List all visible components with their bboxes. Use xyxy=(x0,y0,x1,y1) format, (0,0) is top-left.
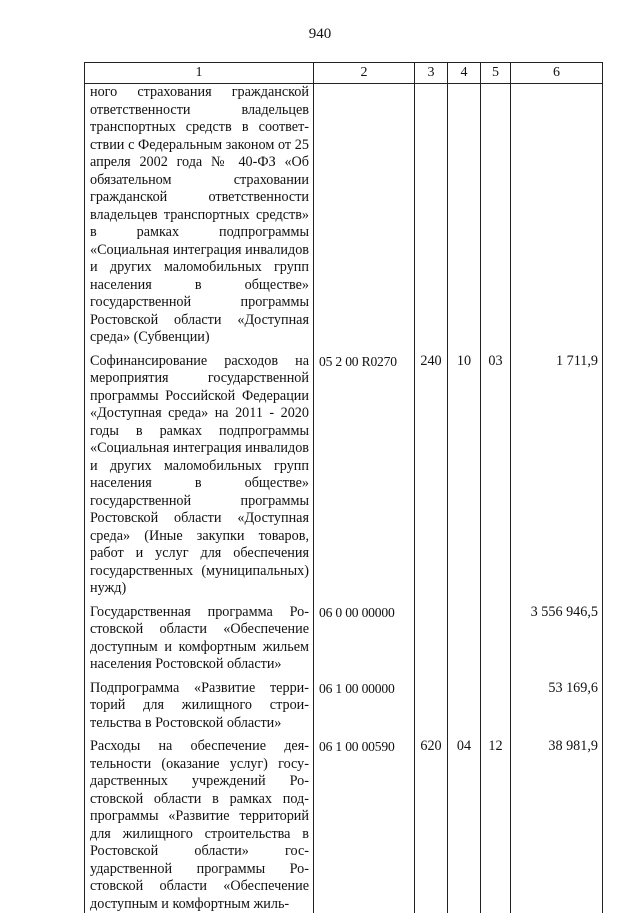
row-col-4 xyxy=(448,84,481,347)
row-col-5 xyxy=(481,604,511,674)
page-number: 940 xyxy=(308,26,332,42)
row-col-3 xyxy=(415,604,448,674)
row-code: 06 1 00 00590 xyxy=(314,738,415,913)
table-row xyxy=(85,680,603,733)
row-col-5 xyxy=(481,680,511,733)
row-description: Государственная программа Ростовской области «Обеспечение доступным и комфортным жильем населения Ростовской области» xyxy=(85,604,314,674)
header-col-2: 2 xyxy=(314,63,415,84)
header-col-5: 5 xyxy=(481,63,511,84)
header-col-4: 4 xyxy=(448,63,481,84)
row-sum xyxy=(511,84,603,347)
row-col-3: 240 xyxy=(415,353,448,598)
row-col-5: 12 xyxy=(481,738,511,913)
row-sum: 38 981,9 xyxy=(511,738,603,913)
row-description: Подпрограмма «Развитие территорий для жилищного строительства в Ростовской области» xyxy=(85,680,314,733)
row-description: Расходы на обеспечение деятельности (оказание услуг) государственных учреждений Ростовской области в рамках подпрограммы «Развитие территорий для жилищного строительства в Ростовской области» государственной программы Ростовской области «Обеспечение доступным и комфортным жиль- xyxy=(85,738,314,913)
row-col-4: 04 xyxy=(448,738,481,913)
row-col-3: 620 xyxy=(415,738,448,913)
table-row xyxy=(85,84,603,347)
row-col-5 xyxy=(481,84,511,347)
budget-table xyxy=(84,62,603,913)
table-row xyxy=(85,738,603,913)
row-code: 06 0 00 00000 xyxy=(314,604,415,674)
table-row xyxy=(85,604,603,674)
table-header-row xyxy=(85,63,603,84)
row-sum: 53 169,6 xyxy=(511,680,603,733)
row-col-4: 10 xyxy=(448,353,481,598)
row-sum: 1 711,9 xyxy=(511,353,603,598)
row-col-5: 03 xyxy=(481,353,511,598)
row-col-3 xyxy=(415,680,448,733)
table-row xyxy=(85,353,603,598)
header-col-1: 1 xyxy=(85,63,314,84)
row-code: 06 1 00 00000 xyxy=(314,680,415,733)
header-col-6: 6 xyxy=(511,63,603,84)
row-description: ного страхования гражданской ответственности владельцев транспортных средств в соответствии с Федеральным законом от 25 апреля 2002 года № 40-ФЗ «Об обязательном страховании гражданской ответственности владельцев транспортных средств» в рамках подпрограммы «Социальная интеграция инвалидов и других маломобильных групп населения в обществе» государственной программы Ростовской области «Доступная среда» (Субвенции) xyxy=(85,84,314,347)
row-code: 05 2 00 R0270 xyxy=(314,353,415,598)
row-col-4 xyxy=(448,604,481,674)
header-col-3: 3 xyxy=(415,63,448,84)
row-col-3 xyxy=(415,84,448,347)
row-col-4 xyxy=(448,680,481,733)
row-sum: 3 556 946,5 xyxy=(511,604,603,674)
row-code xyxy=(314,84,415,347)
row-description: Софинансирование расходов на мероприятия государственной программы Российской Федерации «Доступная среда» на 2011 - 2020 годы в рамках подпрограммы «Социальная интеграция инвалидов и других маломобильных групп населения в обществе» государственной программы Ростовской области «Доступная среда» (Иные закупки товаров, работ и услуг для обеспечения государственных (муниципальных) нужд) xyxy=(85,353,314,598)
